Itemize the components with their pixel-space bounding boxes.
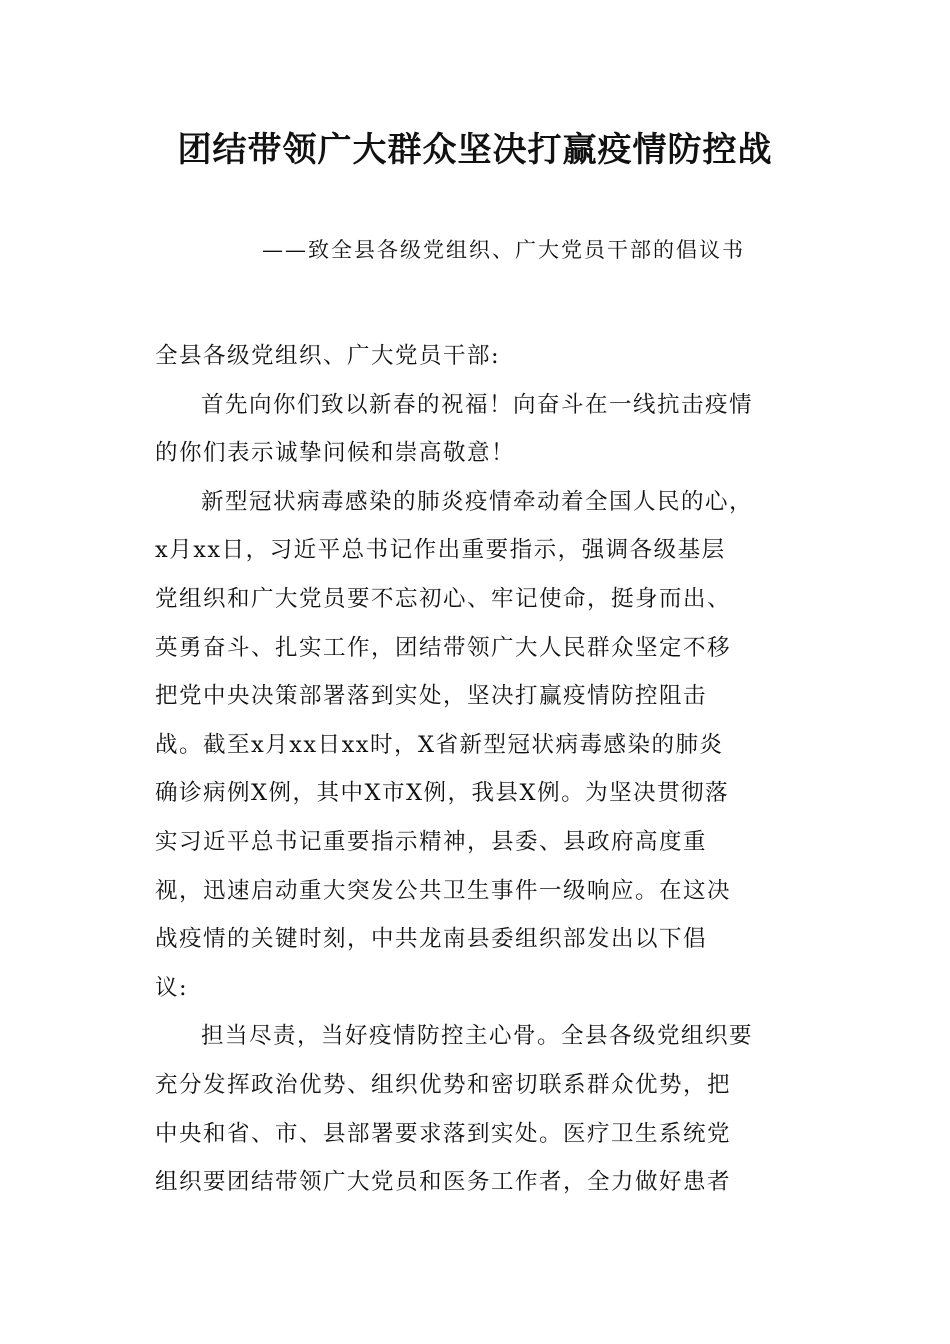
body-line: 担当尽责，当好疫情防控主心骨。全县各级党组织要 <box>201 1023 754 1050</box>
body-line: 党组织和广大党员要不忘初心、牢记使命，挺身而出、 <box>155 585 732 612</box>
body-line: 首先向你们致以新春的祝福！向奋斗在一线抗击疫情 <box>201 391 754 418</box>
body-line: 中央和省、市、县部署要求落到实处。医疗卫生系统党 <box>155 1120 732 1147</box>
document-body <box>155 332 785 1207</box>
body-line: 确诊病例X例，其中X市X例，我县X例。为坚决贯彻落 <box>155 780 730 807</box>
salutation-line: 全县各级党组织、广大党员干部: <box>155 343 501 369</box>
body-line: 视，迅速启动重大突发公共卫生事件一级响应。在这决 <box>155 877 732 904</box>
body-line: x月xx日，习近平总书记作出重要指示，强调各级基层 <box>155 537 726 564</box>
body-line: 的你们表示诚挚问候和崇高敬意！ <box>155 440 516 467</box>
body-line: 英勇奋斗、扎实工作，团结带领广大人民群众坚定不移 <box>155 634 732 661</box>
body-line: 组织要团结带领广大党员和医务工作者，全力做好患者 <box>155 1169 732 1196</box>
document-subtitle: ——致全县各级党组织、广大党员干部的倡议书 <box>262 238 745 262</box>
body-line: 实习近平总书记重要指示精神，县委、县政府高度重 <box>155 828 708 855</box>
body-line: 充分发挥政治优势、组织优势和密切联系群众优势，把 <box>155 1071 732 1098</box>
body-line: 把党中央决策部署落到实处，坚决打赢疫情防控阻击 <box>155 683 708 710</box>
document-title: 团结带领广大群众坚决打赢疫情防控战 <box>177 130 773 170</box>
body-line: 新型冠状病毒感染的肺炎疫情牵动着全国人民的心， <box>201 488 754 515</box>
body-line: 战疫情的关键时刻，中共龙南县委组织部发出以下倡 <box>155 926 708 953</box>
body-line: 议: <box>155 974 189 1001</box>
body-line: 战。截至x月xx日xx时，X省新型冠状病毒感染的肺炎 <box>155 731 724 758</box>
